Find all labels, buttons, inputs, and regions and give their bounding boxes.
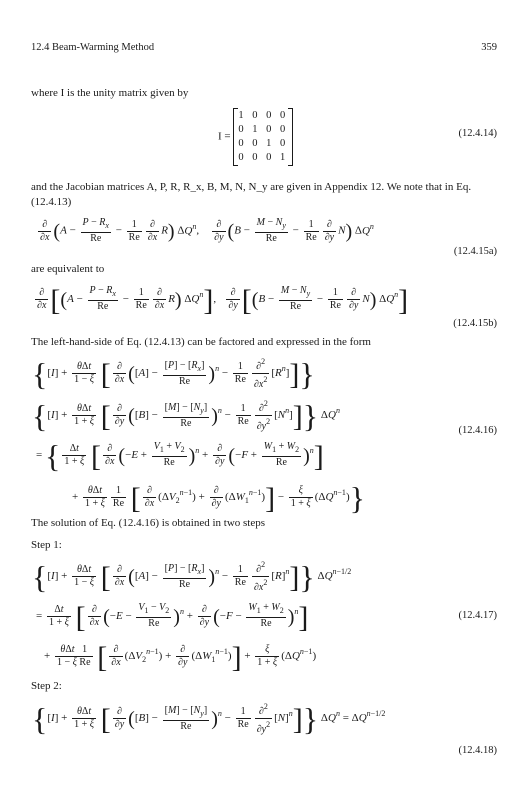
running-header <box>31 42 497 58</box>
matrix-row: 0 0 0 1 <box>238 152 289 163</box>
equation-number: (12.4.18) <box>458 745 497 756</box>
equation-12-4-15a: $\frac{\partial}{\partial x}$ (A − $\frac{P - R_x}{Re}$ − $\frac{1}{Re}$ $\frac{\partial}{\partial x}$ R) $\Delta Q^n$, $\frac{\partial}{\partial y}$ (B − $\frac{M - N_y}{Re}$ − $\frac{1}{Re}$ $\frac{\partial}{\partial y}$ N) $\Delta Q^n$ <box>40 217 374 244</box>
equation-12-4-17-line2: = $\frac{\Delta t}{1 + \xi}$ [ $\frac{\partial}{\partial x}$ (−E − $\frac{V_1 - V_2}{Re}$ )$^n$ + $\frac{\partial}{\partial y}$ (−F − $\frac{W_1 + W_2}{Re}$ )$^n$] <box>36 601 309 634</box>
matrix-label: I = <box>218 130 231 143</box>
matrix-row: 1 0 0 0 <box>238 110 289 121</box>
identity-matrix <box>233 108 293 166</box>
section-title: 12.4 Beam-Warming Method <box>31 42 155 53</box>
step-2-label: Step 2: <box>31 680 62 692</box>
equation-12-4-16-line2: {[I] + $\frac{\text{θΔt}}{1 + \xi}$ [ $\frac{\partial}{\partial y}$ ([B] − $\frac{[M] - [N_y]}{Re}$ )$^n$ − $\frac{1}{Re}$ $\frac{\partial^2}{\partial y^2}$ $[N^n]$]} $\Delta Q^n$ <box>32 398 340 435</box>
paragraph-equivalent: are equivalent to <box>31 263 105 275</box>
step-1-label: Step 1: <box>31 539 62 551</box>
matrix-row: 0 1 0 0 <box>238 124 289 135</box>
equation-number: (12.4.14) <box>458 128 497 139</box>
page-number: 359 <box>481 42 497 53</box>
paragraph-jacobian: and the Jacobian matrices A, P, R, R_x, B, M, N, N_y are given in Appendix 12. We note that in Eq. (12.4.13) <box>31 181 472 208</box>
equation-number: (12.4.15a) <box>453 246 497 257</box>
equation-12-4-17-line1: {[I] + $\frac{\text{θΔt}}{1 - \xi}$ [ $\frac{\partial}{\partial x}$ ([A] − $\frac{[P] - [R_x]}{Re}$ )$^n$ − $\frac{1}{Re}$ $\frac{\partial^2}{\partial x^2}$ $[R]^n$]} $\Delta Q^{n-1/2}$ <box>32 559 352 596</box>
equation-12-4-16-line4: + $\frac{\text{θΔt}}{1 + \xi}$ $\frac{1}{Re}$ [ $\frac{\partial}{\partial x}$ $(\Delta V_2^{n-1})$ + $\frac{\partial}{\partial y}$ $(\Delta W_1^{n-1})$] − $\frac{\xi}{1 + \xi}$ $(\Delta Q^{n-1})$} <box>72 480 365 516</box>
equation-12-4-16-line1: {[I] + $\frac{\text{θΔt}}{1 - \xi}$ [ $\frac{\partial}{\partial x}$ ([A] − $\frac{[P] - [R_x]}{Re}$ )$^n$ − $\frac{1}{Re}$ $\frac{\partial^2}{\partial x^2}$ $[R^n]$]} <box>32 356 315 393</box>
equation-number: (12.4.16) <box>458 425 497 436</box>
equation-number: (12.4.15b) <box>453 318 497 329</box>
paragraph-two-steps: The solution of Eq. (12.4.16) is obtained in two steps <box>31 517 266 529</box>
paragraph-unity-matrix: where I is the unity matrix given by <box>31 87 189 99</box>
paragraph-factored: The left-hand-side of Eq. (12.4.13) can be factored and expressed in the form <box>31 336 371 348</box>
equation-12-4-18: {[I] + $\frac{\text{θΔt}}{1 + \xi}$ [ $\frac{\partial}{\partial y}$ ([B] − $\frac{[M] - [N_y]}{Re}$ )$^n$ − $\frac{1}{Re}$ $\frac{\partial^2}{\partial y^2}$ $[N]^n$]} $\Delta Q^n = \Delta Q^{n-1/2}$ <box>32 701 386 738</box>
equation-12-4-14 <box>218 108 293 166</box>
equation-12-4-16-line3: = { $\frac{\Delta t}{1 + \xi}$ [ $\frac{\partial}{\partial x}$ (−E + $\frac{V_1 + V_2}{Re}$ )$^n$ + $\frac{\partial}{\partial y}$ (−F + $\frac{W_1 + W_2}{Re}$ )$^n$] <box>36 438 324 474</box>
equation-12-4-17-line3: + $\frac{\text{θΔt 1}}{\text{1 − ξ Re}}$ [ $\frac{\partial}{\partial x}$ $(\Delta V_2^{n-1})$ + $\frac{\partial}{\partial y}$ $(\Delta W_1^{n-1})$] + $\frac{\xi}{1 + \xi}$ $(\Delta Q^{n-1})$ <box>44 641 317 674</box>
equation-12-4-15b: $\frac{\partial}{\partial x}$ [(A − $\frac{P - R_x}{Re}$ − $\frac{1}{Re}$ $\frac{\partial}{\partial x}$ R) $\Delta Q^n$], $\frac{\partial}{\partial y}$ [(B − $\frac{M - N_y}{Re}$ − $\frac{1}{Re}$ $\frac{\partial}{\partial y}$ N) $\Delta Q^n$] <box>37 284 409 317</box>
matrix-row: 0 0 1 0 <box>238 138 289 149</box>
equation-number: (12.4.17) <box>458 610 497 621</box>
